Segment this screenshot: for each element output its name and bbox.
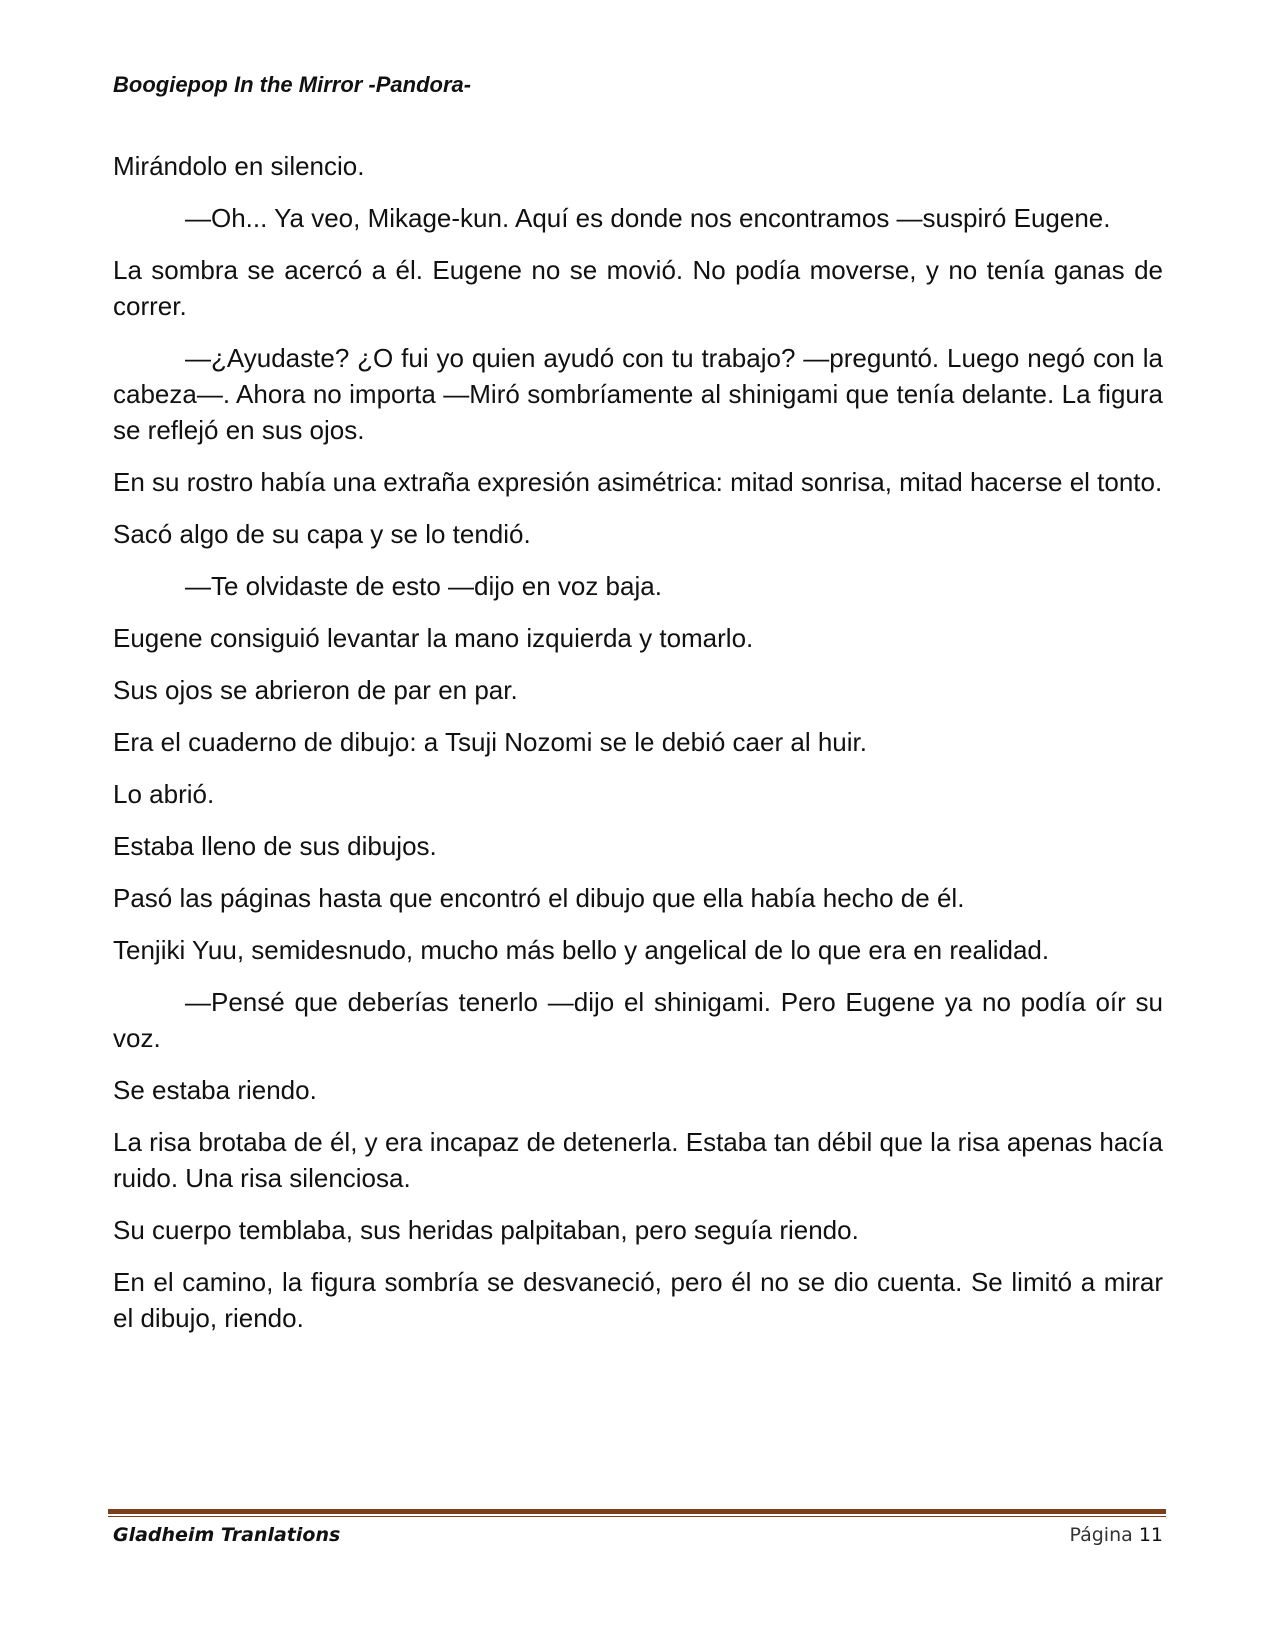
- paragraph-15: —Pensé que deberías tenerlo —dijo el shinigami. Pero Eugene ya no podía oír su voz.: [113, 987, 1163, 1053]
- paragraph-12: Estaba lleno de sus dibujos.: [113, 831, 437, 861]
- paragraph-10: Era el cuaderno de dibujo: a Tsuji Nozomi se le debió caer al huir.: [113, 727, 867, 757]
- page-label: Página: [1069, 1524, 1133, 1546]
- paragraph-17: La risa brotaba de él, y era incapaz de detenerla. Estaba tan débil que la risa apenas hacía ruido. Una risa silenciosa.: [113, 1127, 1163, 1193]
- paragraph-4: —¿Ayudaste? ¿O fui yo quien ayudó con tu trabajo? —preguntó. Luego negó con la cabeza—. Ahora no importa —Miró sombríamente al shinigami que tenía delante. La figura se reflejó en sus ojos.: [113, 343, 1163, 445]
- paragraph-5: En su rostro había una extraña expresión asimétrica: mitad sonrisa, mitad hacerse el tonto.: [113, 467, 1163, 497]
- page-number: [1069, 1524, 1163, 1546]
- paragraph-13: Pasó las páginas hasta que encontró el dibujo que ella había hecho de él.: [113, 883, 965, 913]
- paragraph-11: Lo abrió.: [113, 779, 215, 809]
- paragraph-3: La sombra se acercó a él. Eugene no se movió. No podía moverse, y no tenía ganas de correr.: [113, 255, 1163, 321]
- paragraph-1: Mirándolo en silencio.: [113, 151, 365, 181]
- running-header: Boogiepop In the Mirror -Pandora-: [113, 72, 472, 97]
- paragraph-2: —Oh... Ya veo, Mikage-kun. Aquí es donde nos encontramos —suspiró Eugene.: [185, 203, 1111, 233]
- paragraph-9: Sus ojos se abrieron de par en par.: [113, 675, 518, 705]
- footer-divider: [108, 1509, 1166, 1518]
- paragraph-18: Su cuerpo temblaba, sus heridas palpitaban, pero seguía riendo.: [113, 1215, 859, 1245]
- paragraph-6: Sacó algo de su capa y se lo tendió.: [113, 519, 531, 549]
- footer-divider-thin: [108, 1516, 1166, 1517]
- paragraph-7: —Te olvidaste de esto —dijo en voz baja.: [185, 571, 662, 601]
- page-number-value: 11: [1138, 1524, 1163, 1546]
- paragraph-14: Tenjiki Yuu, semidesnudo, mucho más bello y angelical de lo que era en realidad.: [113, 935, 1050, 965]
- body-text: [113, 148, 1163, 1352]
- paragraph-8: Eugene consiguió levantar la mano izquierda y tomarlo.: [113, 623, 754, 653]
- footer-publisher: Gladheim Tranlations: [113, 1524, 341, 1546]
- paragraph-19: En el camino, la figura sombría se desvaneció, pero él no se dio cuenta. Se limitó a mirar el dibujo, riendo.: [113, 1267, 1163, 1333]
- footer-divider-thick: [108, 1509, 1166, 1514]
- paragraph-16: Se estaba riendo.: [113, 1075, 317, 1105]
